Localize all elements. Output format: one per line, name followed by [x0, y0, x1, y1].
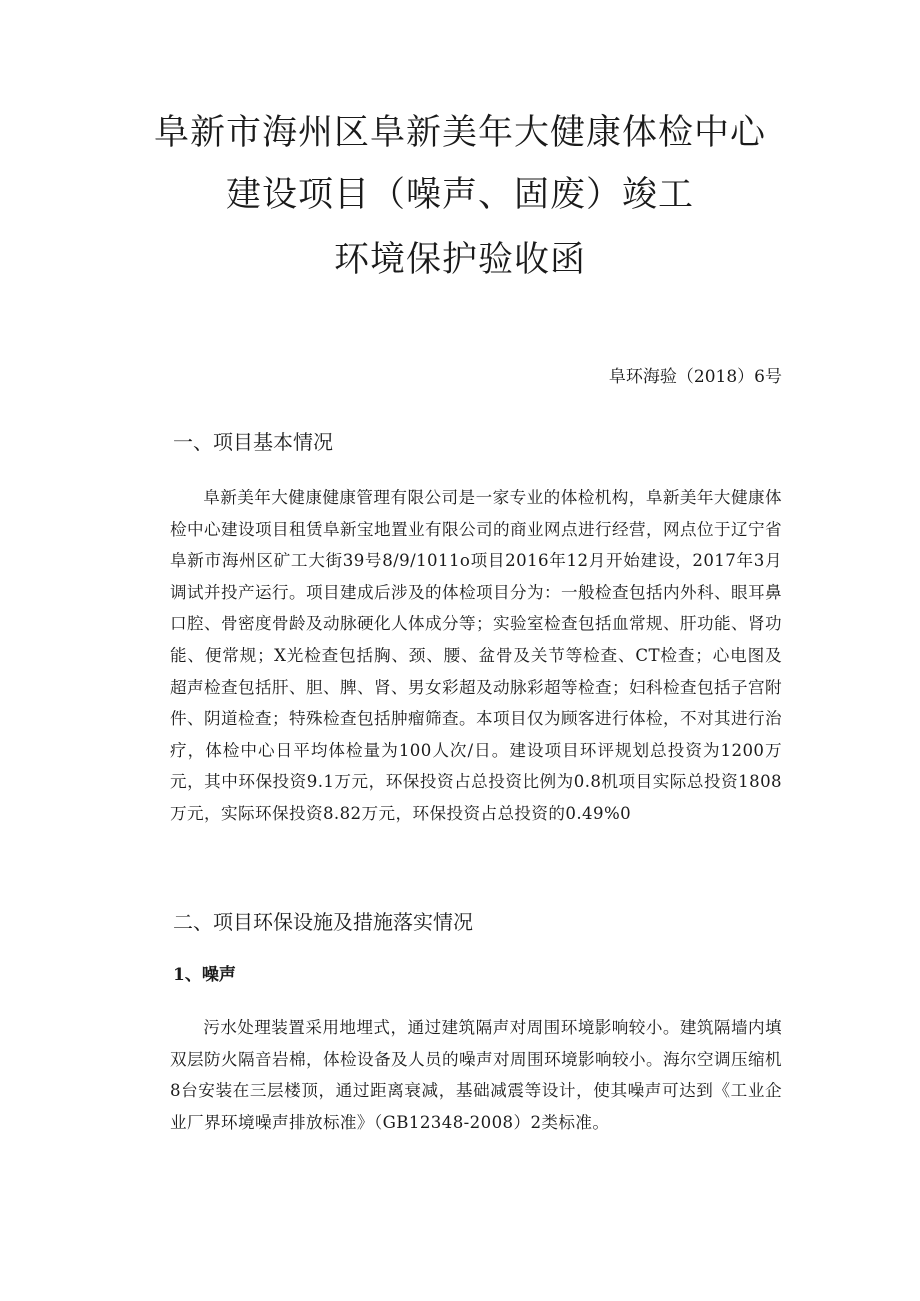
noise-subheading: 1、噪声: [173, 965, 236, 985]
section-2-heading: 二、项目环保设施及措施落实情况: [173, 910, 473, 934]
document-title-line-3: 环境保护验收函: [333, 240, 586, 280]
document-title-line-1: 阜新市海州区阜新美年大健康体检中心: [153, 113, 766, 153]
section-1-heading: 一、项目基本情况: [173, 430, 333, 454]
section-1-paragraph: 阜新美年大健康健康管理有限公司是一家专业的体检机构，阜新美年大健康体检中心建设项目租赁阜新宝地置业有限公司的商业网点进行经营，网点位于辽宁省阜新市海州区矿工大街39号8/9/1011o项目2016年12月开始建设，2017年3月调试并投产运行。项目建成后涉及的体检项目分为：一般检查包括内外科、眼耳鼻口腔、骨密度骨龄及动脉硬化人体成分等；实验室检查包括血常规、肝功能、肾功能、便常规；X光检查包括胸、颈、腰、盆骨及关节等检查、CT检查；心电图及超声检查包括肝、胆、脾、肾、男女彩超及动脉彩超等检查；妇科检查包括子宫附件、阴道检查；特殊检查包括肿瘤筛查。本项目仅为顾客进行体检，不对其进行治疗，体检中心日平均体检量为100人次/日。建设项目环评规划总投资为1200万元，其中环保投资9.1万元，环保投资占总投资比例为0.8机项目实际总投资1808万元，实际环保投资8.82万元，环保投资占总投资的0.49%0: [170, 488, 782, 823]
document-title-line-2: 建设项目（噪声、固废）竣工: [225, 175, 694, 215]
document-number: 阜环海验（2018）6号: [608, 367, 782, 387]
noise-paragraph: 污水处理装置采用地埋式，通过建筑隔声对周围环境影响较小。建筑隔墙内填双层防火隔音岩棉，体检设备及人员的噪声对周围环境影响较小。海尔空调压缩机8台安装在三层楼顶，通过距离衰减，基础减震等设计，使其噪声可达到《工业企业厂界环境噪声排放标准》（GB12348-2008）2类标准。: [170, 1018, 782, 1132]
